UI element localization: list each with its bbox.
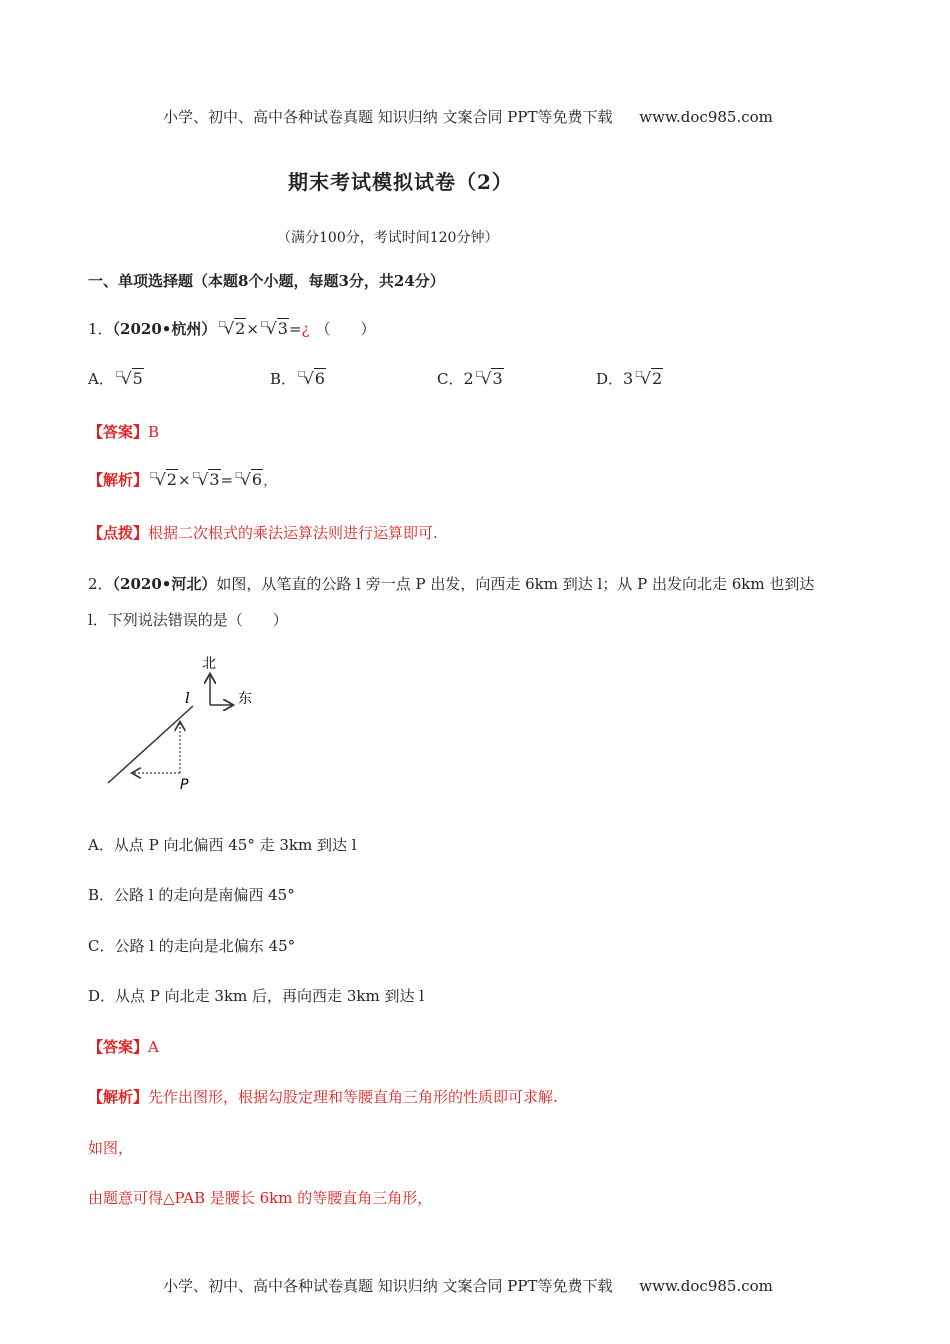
- q1-analysis: 【解析】 □√2× □√3= □√6，: [88, 470, 279, 489]
- q2-option-b[interactable]: B．公路 l 的走向是南偏西 45°: [88, 886, 295, 904]
- q1-number: 1．: [88, 320, 113, 338]
- footer-url[interactable]: www.doc985.com: [639, 1277, 773, 1295]
- q1-radical-2: □√2: [218, 319, 246, 338]
- q1-option-d[interactable]: D．3 □√2: [596, 369, 663, 388]
- header-url[interactable]: www.doc985.com: [639, 108, 773, 126]
- page-footer: [163, 1275, 773, 1296]
- question-1: [88, 318, 376, 339]
- q2-option-c[interactable]: C．公路 l 的走向是北偏东 45°: [88, 937, 296, 955]
- point-p-label: P: [180, 777, 189, 793]
- q1-answer: 【答案】B: [88, 423, 160, 441]
- q2-option-a[interactable]: A．从点 P 向北偏西 45° 走 3km 到达 l: [88, 836, 357, 854]
- q1-unknown: ¿: [301, 320, 310, 338]
- q1-source: （2020•杭州）: [112, 320, 217, 338]
- q2-analysis: 【解析】先作出图形，根据勾股定理和等腰直角三角形的性质即可求解.: [88, 1088, 558, 1106]
- section-heading: 一、单项选择题（本题8个小题，每题3分，共24分）: [88, 272, 445, 290]
- q1-tip: 【点拨】根据二次根式的乘法运算法则进行运算即可.: [88, 524, 438, 542]
- north-label: 北: [202, 656, 216, 672]
- question-2-line2: l．下列说法错误的是（ ）: [88, 611, 288, 629]
- road-l-label: l: [185, 689, 190, 707]
- header-text: 小学、初中、高中各种试卷真题 知识归纳 文案合同 PPT等免费下载: [163, 108, 613, 126]
- q2-option-d[interactable]: D．从点 P 向北走 3km 后，再向西走 3km 到达 l: [88, 987, 425, 1005]
- direction-figure: [100, 650, 270, 795]
- q1-radical-3: □√3: [260, 319, 288, 338]
- east-label: 东: [238, 691, 252, 707]
- footer-text: 小学、初中、高中各种试卷真题 知识归纳 文案合同 PPT等免费下载: [163, 1277, 613, 1295]
- page-header: [163, 106, 773, 127]
- q1-option-b[interactable]: B． □√6: [270, 369, 325, 388]
- q1-option-c[interactable]: C．2 □√3: [437, 369, 503, 388]
- q1-option-a[interactable]: A． □√5: [88, 369, 143, 388]
- q2-answer: 【答案】A: [88, 1038, 159, 1056]
- page-subtitle: （满分100分，考试时间120分钟）: [277, 230, 499, 246]
- question-2: 2．（2020•河北）如图，从笔直的公路 l 旁一点 P 出发，向西走 6km 到达 l；从 P 出发向北走 6km 也到达: [88, 575, 815, 593]
- q1-equals: =: [288, 320, 302, 338]
- q2-analysis-line-triangle: 由题意可得△PAB 是腰长 6km 的等腰直角三角形，: [88, 1189, 433, 1207]
- page-title: 期末考试模拟试卷（2）: [288, 170, 513, 194]
- q1-paren: （ ）: [315, 320, 376, 338]
- q2-analysis-line-figure: 如图，: [88, 1139, 134, 1157]
- q1-times: ×: [246, 320, 259, 338]
